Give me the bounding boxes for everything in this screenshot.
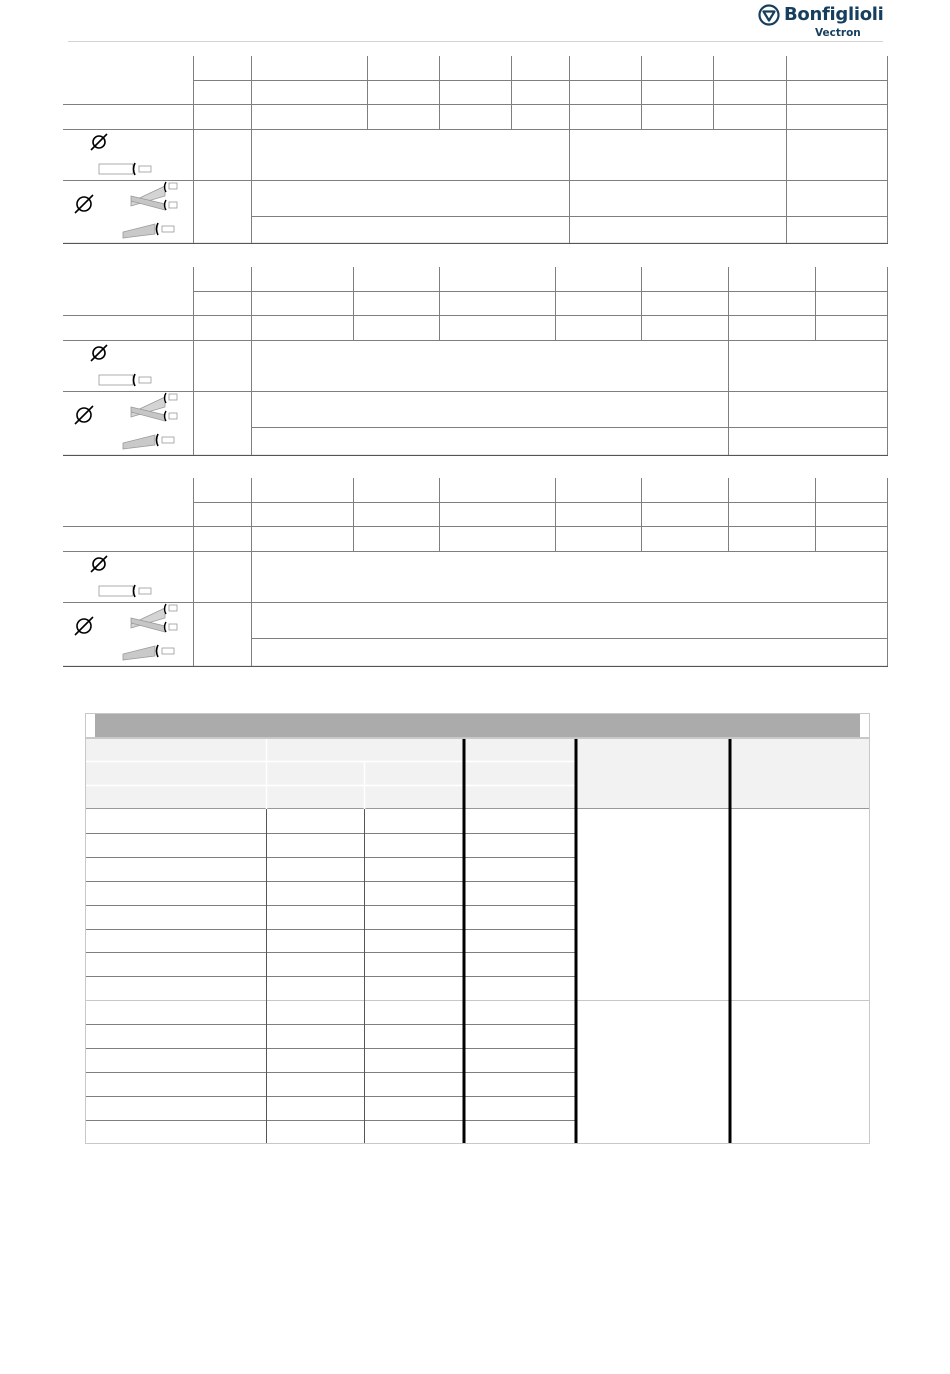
cable-cross-section-table-1 <box>63 56 888 244</box>
diameter-symbol-icon <box>91 345 107 361</box>
parameter-data-table <box>85 713 870 1144</box>
brand-subname: Vectron <box>815 27 861 39</box>
data-table-grid <box>85 713 870 1144</box>
multi-wire-cable-icon <box>131 182 177 210</box>
diameter-symbol-icon <box>91 134 107 150</box>
bonfiglioli-logo-mark-icon <box>758 4 780 26</box>
header-area <box>85 738 870 809</box>
page-header <box>0 0 950 42</box>
ferrule-cable-icon <box>123 223 174 238</box>
diameter-symbol-icon <box>75 406 93 424</box>
multi-wire-cable-icon <box>131 393 177 421</box>
title-bar <box>95 714 860 737</box>
stripped-cable-icon <box>99 163 151 175</box>
cable-table-grid <box>63 478 888 667</box>
diameter-symbol-icon <box>91 556 107 572</box>
multi-wire-cable-icon <box>131 604 177 632</box>
diameter-symbol-icon <box>75 617 93 635</box>
cable-table-grid <box>63 56 888 244</box>
ferrule-cable-icon <box>123 434 174 449</box>
stripped-cable-icon <box>99 585 151 597</box>
cable-cross-section-table-2 <box>63 267 888 456</box>
header-divider <box>68 41 883 42</box>
ferrule-cable-icon <box>123 645 174 660</box>
brand-name: Bonfiglioli <box>784 4 884 25</box>
diameter-symbol-icon <box>75 195 93 213</box>
stripped-cable-icon <box>99 374 151 386</box>
bonfiglioli-logo <box>758 3 883 39</box>
cable-cross-section-table-3 <box>63 478 888 667</box>
cable-table-grid <box>63 267 888 456</box>
